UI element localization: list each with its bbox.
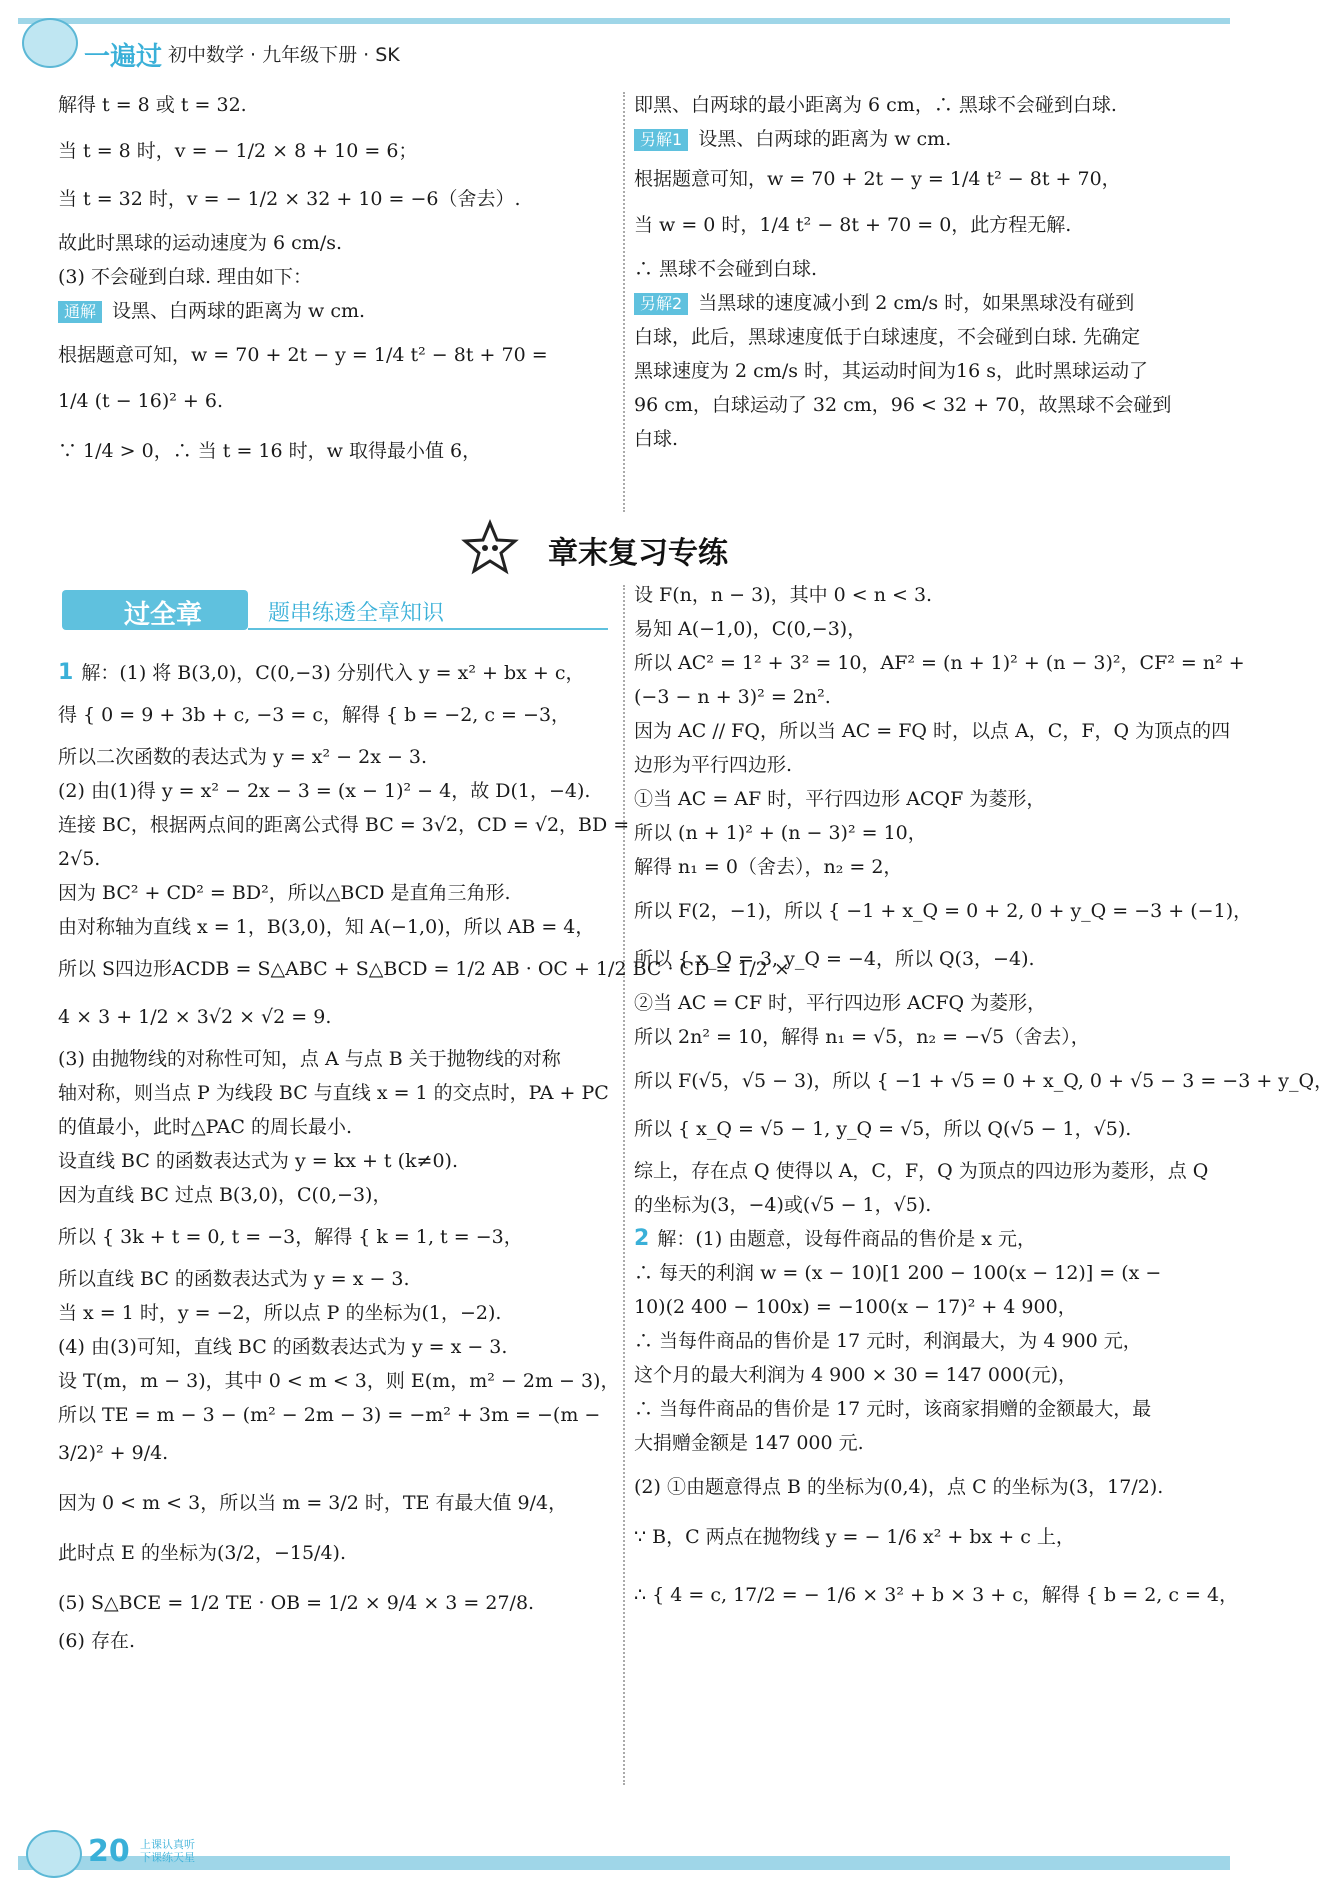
text-line: 由对称轴为直线 x = 1，B(3,0)，知 A(−1,0)，所以 AB = 4， bbox=[58, 916, 595, 938]
text-line: (5) S△BCE = 1/2 TE · OB = 1/2 × 9/4 × 3 = 27/8. bbox=[58, 1592, 535, 1614]
text-line: 1/4 (t − 16)² + 6. bbox=[58, 390, 223, 412]
right-column bbox=[634, 578, 1333, 1612]
text-line bbox=[634, 122, 1194, 156]
text-line: 所以直线 BC 的函数表达式为 y = x − 3. bbox=[58, 1268, 410, 1290]
text-line: 所以 { x_Q = 3, y_Q = −4，所以 Q(3，−4). bbox=[634, 948, 1035, 970]
text-line: ∴ 黑球不会碰到白球. bbox=[634, 258, 818, 280]
question-number: 2 bbox=[634, 1226, 650, 1251]
text-line: 设 T(m，m − 3)，其中 0 < m < 3，则 E(m，m² − 2m − 3)， bbox=[58, 1370, 620, 1392]
text-line: 得 { 0 = 9 + 3b + c, −3 = c，解得 { b = −2, c = −3， bbox=[58, 704, 571, 726]
text-line: 设 F(n，n − 3)，其中 0 < n < 3. bbox=[634, 584, 933, 606]
tag-tongjie: 通解 bbox=[58, 301, 102, 323]
text-line: 故此时黑球的运动速度为 6 cm/s. bbox=[58, 232, 343, 254]
text-line: 所以 { x_Q = √5 − 1, y_Q = √5，所以 Q(√5 − 1，√5). bbox=[634, 1118, 1132, 1140]
text-line: ∴ 当每件商品的售价是 17 元时，利润最大，为 4 900 元， bbox=[634, 1330, 1142, 1352]
text-line: ∴ 当每件商品的售价是 17 元时，该商家捐赠的金额最大，最 bbox=[634, 1398, 1152, 1420]
header-bar bbox=[18, 18, 1230, 24]
text-line: 所以 AC² = 1² + 3² = 10，AF² = (n + 1)² + (n − 3)²，CF² = n² + bbox=[634, 652, 1245, 674]
text-line: 即黑、白两球的最小距离为 6 cm，∴ 黑球不会碰到白球. bbox=[634, 94, 1117, 116]
section-title-text: 章末复习专练 bbox=[548, 536, 728, 571]
text-line: (2) ①由题意得点 B 的坐标为(0,4)，点 C 的坐标为(3，17/2). bbox=[634, 1476, 1164, 1498]
text-span: 解：(1) 将 B(3,0)，C(0,−3) 分别代入 y = x² + bx + c， bbox=[81, 662, 585, 684]
text-line: 所以 S四边形ACDB = S△ABC + S△BCD = 1/2 AB · OC + 1/2 BC · CD = 1/2 × bbox=[58, 958, 790, 980]
text-line bbox=[634, 1222, 1194, 1256]
text-line: 根据题意可知，w = 70 + 2t − y = 1/4 t² − 8t + 70， bbox=[634, 168, 1121, 190]
text-span: 解：(1) 由题意，设每件商品的售价是 x 元， bbox=[657, 1228, 1037, 1250]
text-line: 的值最小，此时△PAC 的周长最小. bbox=[58, 1116, 352, 1138]
text-span: 当黑球的速度减小到 2 cm/s 时，如果黑球没有碰到 bbox=[698, 292, 1135, 314]
text-line: 4 × 3 + 1/2 × 3√2 × √2 = 9. bbox=[58, 1006, 332, 1028]
mascot-logo-icon bbox=[22, 18, 78, 68]
mascot-footer-icon bbox=[26, 1830, 82, 1878]
text-line: 2√5. bbox=[58, 848, 101, 870]
text-line: ①当 AC = AF 时，平行四边形 ACQF 为菱形， bbox=[634, 788, 1046, 810]
text-line: 当 w = 0 时，1/4 t² − 8t + 70 = 0，此方程无解. bbox=[634, 214, 1072, 236]
banner-underline bbox=[248, 628, 608, 630]
page-header bbox=[18, 12, 1230, 72]
column-divider bbox=[623, 92, 625, 512]
text-line: 白球，此后，黑球速度低于白球速度，不会碰到白球. 先确定 bbox=[634, 326, 1141, 348]
tag-lingjie1: 另解1 bbox=[634, 129, 688, 151]
top-right-column bbox=[634, 88, 1194, 456]
text-line: 所以 { 3k + t = 0, t = −3，解得 { k = 1, t = −3， bbox=[58, 1226, 523, 1248]
text-line: 因为 BC² + CD² = BD²，所以△BCD 是直角三角形. bbox=[58, 882, 511, 904]
text-line: (−3 − n + 3)² = 2n². bbox=[634, 686, 831, 708]
text-line bbox=[58, 294, 608, 328]
question-number: 1 bbox=[58, 660, 74, 685]
text-span: 设黑、白两球的距离为 w cm. bbox=[698, 128, 952, 150]
text-line: 当 x = 1 时，y = −2，所以点 P 的坐标为(1，−2). bbox=[58, 1302, 502, 1324]
text-line: 这个月的最大利润为 4 900 × 30 = 147 000(元)， bbox=[634, 1364, 1078, 1386]
text-line: 此时点 E 的坐标为(3/2，−15/4). bbox=[58, 1542, 346, 1564]
text-line: 根据题意可知，w = 70 + 2t − y = 1/4 t² − 8t + 70 = bbox=[58, 344, 548, 366]
text-line: 因为直线 BC 过点 B(3,0)，C(0,−3)， bbox=[58, 1184, 392, 1206]
text-line: 综上，存在点 Q 使得以 A，C，F，Q 为顶点的四边形为菱形，点 Q bbox=[634, 1160, 1209, 1182]
text-line: 所以 F(2，−1)，所以 { −1 + x_Q = 0 + 2, 0 + y_Q = −3 + (−1)， bbox=[634, 900, 1253, 922]
banner-subtitle: 题串练透全章知识 bbox=[268, 601, 445, 626]
text-line: 当 t = 32 时，v = − 1/2 × 32 + 10 = −6（舍去）. bbox=[58, 188, 521, 210]
text-line: 设直线 BC 的函数表达式为 y = kx + t (k≠0). bbox=[58, 1150, 458, 1172]
text-line: 连接 BC，根据两点间的距离公式得 BC = 3√2，CD = √2，BD = bbox=[58, 814, 630, 836]
text-line: (3) 不会碰到白球. 理由如下： bbox=[58, 266, 313, 288]
text-line: 所以 2n² = 10，解得 n₁ = √5，n₂ = −√5（舍去）， bbox=[634, 1026, 1090, 1048]
slogan-line: 下课练天星 bbox=[140, 1851, 195, 1864]
text-line: 96 cm，白球运动了 32 cm，96 < 32 + 70，故黑球不会碰到 bbox=[634, 394, 1172, 416]
column-divider bbox=[623, 585, 625, 1785]
text-line: 解得 n₁ = 0（舍去），n₂ = 2， bbox=[634, 856, 903, 878]
text-line: 易知 A(−1,0)，C(0,−3)， bbox=[634, 618, 867, 640]
footer-slogan bbox=[140, 1838, 195, 1864]
text-line: (4) 由(3)可知，直线 BC 的函数表达式为 y = x − 3. bbox=[58, 1336, 508, 1358]
text-line: ∴ 每天的利润 w = (x − 10)[1 200 − 100(x − 12)] = (x − bbox=[634, 1262, 1162, 1284]
text-line: (6) 存在. bbox=[58, 1630, 135, 1652]
text-line: 白球. bbox=[634, 428, 679, 450]
text-line: 因为 AC // FQ，所以当 AC = FQ 时，以点 A，C，F，Q 为顶点的四 bbox=[634, 720, 1231, 742]
top-left-column bbox=[58, 88, 608, 468]
text-line: 黑球速度为 2 cm/s 时，其运动时间为16 s，此时黑球运动了 bbox=[634, 360, 1148, 382]
text-line: (3) 由抛物线的对称性可知，点 A 与点 B 关于抛物线的对称 bbox=[58, 1048, 561, 1070]
text-line: ②当 AC = CF 时，平行四边形 ACFQ 为菱形， bbox=[634, 992, 1047, 1014]
section-title bbox=[462, 520, 802, 580]
text-line: 的坐标为(3，−4)或(√5 − 1，√5). bbox=[634, 1194, 932, 1216]
text-line: ∵ B，C 两点在抛物线 y = − 1/6 x² + bx + c 上， bbox=[634, 1526, 1075, 1548]
page-number: 20 bbox=[88, 1834, 130, 1869]
text-line: ∴ { 4 = c, 17/2 = − 1/6 × 3² + b × 3 + c，解得 { b = 2, c = 4， bbox=[634, 1584, 1239, 1606]
text-line: 大捐赠金额是 147 000 元. bbox=[634, 1432, 864, 1454]
text-line: 所以 TE = m − 3 − (m² − 2m − 3) = −m² + 3m = −(m − bbox=[58, 1404, 601, 1426]
text-line: 所以 F(√5，√5 − 3)，所以 { −1 + √5 = 0 + x_Q, 0 + √5 − 3 = −3 + y_Q， bbox=[634, 1070, 1333, 1092]
text-span: 设黑、白两球的距离为 w cm. bbox=[112, 300, 366, 322]
brand-name: 一遍过 bbox=[84, 42, 163, 72]
text-line bbox=[634, 286, 1194, 320]
text-line: ∵ 1/4 > 0，∴ 当 t = 16 时，w 取得最小值 6， bbox=[58, 440, 482, 462]
text-line: 所以二次函数的表达式为 y = x² − 2x − 3. bbox=[58, 746, 428, 768]
text-line: 当 t = 8 时，v = − 1/2 × 8 + 10 = 6； bbox=[58, 140, 418, 162]
text-line: 轴对称，则当点 P 为线段 BC 与直线 x = 1 的交点时，PA + PC bbox=[58, 1082, 609, 1104]
tag-lingjie2: 另解2 bbox=[634, 293, 688, 315]
book-subject: 初中数学 · 九年级下册 · SK bbox=[168, 44, 400, 66]
text-line: (2) 由(1)得 y = x² − 2x − 3 = (x − 1)² − 4，故 D(1，−4). bbox=[58, 780, 591, 802]
footer-bar bbox=[18, 1856, 1230, 1870]
chapter-banner bbox=[62, 590, 608, 632]
text-line: 边形为平行四边形. bbox=[634, 754, 793, 776]
text-line: 所以 (n + 1)² + (n − 3)² = 10， bbox=[634, 822, 927, 844]
text-line bbox=[58, 656, 618, 690]
star-mascot-icon bbox=[462, 520, 518, 576]
slogan-line: 上课认真听 bbox=[140, 1838, 195, 1851]
banner-label: 过全章 bbox=[124, 600, 203, 630]
text-line: 解得 t = 8 或 t = 32. bbox=[58, 94, 247, 116]
text-line: 10)(2 400 − 100x) = −100(x − 17)² + 4 900， bbox=[634, 1296, 1077, 1318]
page-footer bbox=[18, 1830, 1230, 1878]
text-line: 3/2)² + 9/4. bbox=[58, 1442, 169, 1464]
text-line: 因为 0 < m < 3，所以当 m = 3/2 时，TE 有最大值 9/4， bbox=[58, 1492, 568, 1514]
